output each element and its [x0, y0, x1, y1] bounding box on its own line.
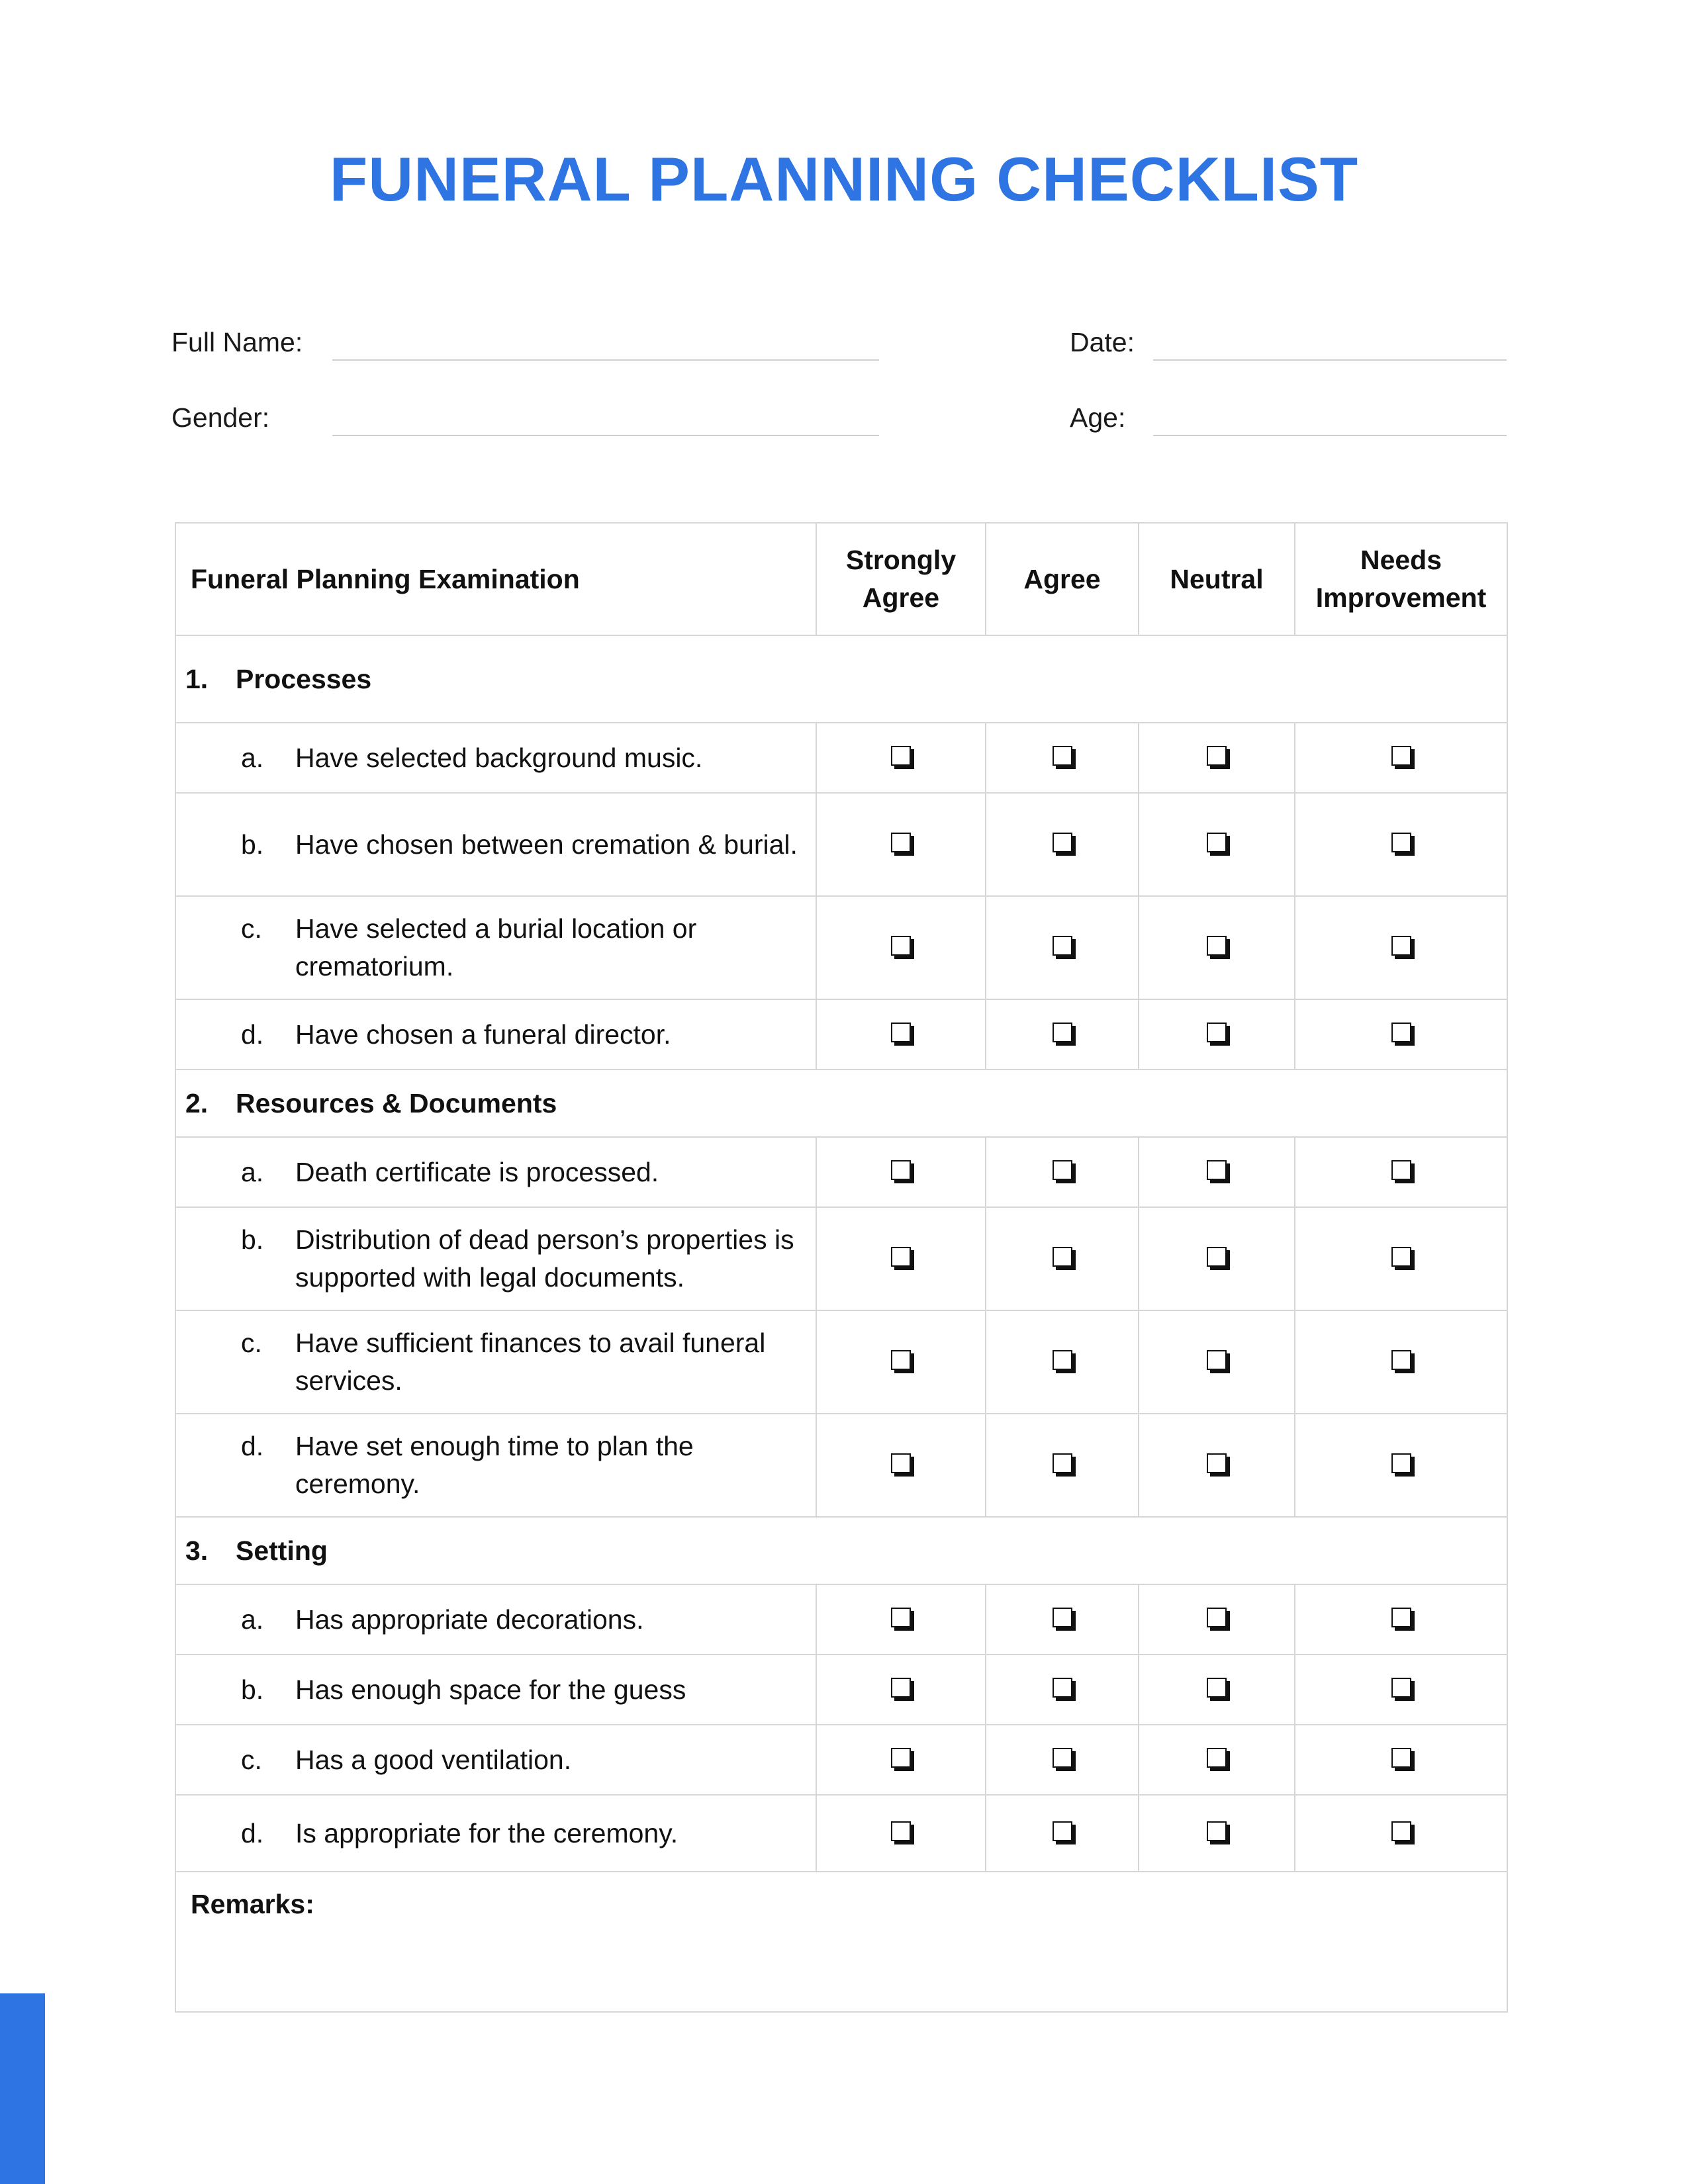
item-cell: [175, 793, 816, 896]
gender-field[interactable]: [332, 435, 879, 436]
agree-checkbox[interactable]: [1053, 1821, 1072, 1841]
agree-checkbox[interactable]: [1053, 746, 1072, 766]
header-needs-improvement: Needs Improvement: [1295, 523, 1507, 635]
agree-checkbox[interactable]: [1053, 1160, 1072, 1180]
item-cell: [175, 999, 816, 1069]
agree-checkbox[interactable]: [1053, 833, 1072, 852]
section-number: 1.: [185, 663, 209, 694]
neutral-cell: [1139, 723, 1295, 793]
agree-cell: [986, 1795, 1139, 1872]
item-text: Have selected a burial location or crematorium.: [295, 913, 697, 981]
needs-improvement-cell: [1295, 1137, 1507, 1207]
needs-improvement-cell: [1295, 1795, 1507, 1872]
item-cell: [175, 896, 816, 999]
neutral-checkbox[interactable]: [1207, 1821, 1227, 1841]
table-row: [175, 1414, 1507, 1517]
table-row: [175, 1725, 1507, 1795]
agree-cell: [986, 723, 1139, 793]
item-letter: c.: [241, 1744, 262, 1775]
neutral-checkbox[interactable]: [1207, 1350, 1227, 1370]
header-neutral: Neutral: [1139, 523, 1295, 635]
full-name-label: Full Name:: [171, 327, 303, 357]
strongly-agree-checkbox[interactable]: [891, 1678, 911, 1698]
section-number: 2.: [185, 1087, 209, 1118]
section-heading: [175, 635, 1507, 723]
item-cell: [175, 1414, 816, 1517]
agree-checkbox[interactable]: [1053, 1023, 1072, 1042]
item-letter: a.: [241, 742, 264, 773]
table-row: [175, 1795, 1507, 1872]
needs-improvement-checkbox[interactable]: [1391, 1821, 1411, 1841]
needs-improvement-checkbox[interactable]: [1391, 1453, 1411, 1473]
needs-improvement-checkbox[interactable]: [1391, 1160, 1411, 1180]
table-row: [175, 1207, 1507, 1310]
item-cell: [175, 1137, 816, 1207]
item-text: Death certificate is processed.: [295, 1156, 659, 1187]
item-text: Have sufficient finances to avail funeral services.: [295, 1328, 766, 1396]
item-letter: b.: [241, 829, 264, 860]
age-label: Age:: [1070, 402, 1126, 433]
age-field[interactable]: [1153, 435, 1507, 436]
accent-bar: [0, 1993, 45, 2184]
strongly-agree-cell: [816, 1137, 986, 1207]
neutral-checkbox[interactable]: [1207, 1247, 1227, 1267]
table-row: [175, 793, 1507, 896]
neutral-cell: [1139, 1725, 1295, 1795]
neutral-cell: [1139, 1414, 1295, 1517]
needs-improvement-cell: [1295, 896, 1507, 999]
item-text: Is appropriate for the ceremony.: [295, 1817, 679, 1848]
section-row: [175, 1517, 1507, 1584]
item-letter: b.: [241, 1674, 264, 1705]
neutral-checkbox[interactable]: [1207, 1748, 1227, 1768]
strongly-agree-cell: [816, 723, 986, 793]
section-title: Setting: [236, 1535, 328, 1566]
strongly-agree-cell: [816, 1414, 986, 1517]
gender-label: Gender:: [171, 402, 270, 433]
item-letter: d.: [241, 1431, 264, 1461]
section-title: Processes: [236, 663, 372, 694]
strongly-agree-cell: [816, 1584, 986, 1655]
strongly-agree-cell: [816, 1795, 986, 1872]
item-text: Has appropriate decorations.: [295, 1604, 644, 1635]
needs-improvement-checkbox[interactable]: [1391, 1247, 1411, 1267]
strongly-agree-checkbox[interactable]: [891, 1247, 911, 1267]
agree-checkbox[interactable]: [1053, 1453, 1072, 1473]
needs-improvement-cell: [1295, 723, 1507, 793]
section-title: Resources & Documents: [236, 1087, 557, 1118]
strongly-agree-checkbox[interactable]: [891, 1023, 911, 1042]
agree-cell: [986, 896, 1139, 999]
agree-cell: [986, 1584, 1139, 1655]
section-number: 3.: [185, 1535, 209, 1566]
item-text: Have chosen between cremation & burial.: [295, 829, 798, 860]
agree-cell: [986, 1310, 1139, 1414]
date-field[interactable]: [1153, 359, 1507, 361]
remarks-row: [175, 1872, 1507, 2012]
strongly-agree-cell: [816, 1655, 986, 1725]
needs-improvement-checkbox[interactable]: [1391, 1608, 1411, 1627]
date-label: Date:: [1070, 327, 1135, 357]
header-examination: Funeral Planning Examination: [175, 523, 816, 635]
strongly-agree-checkbox[interactable]: [891, 1748, 911, 1768]
table-row: [175, 896, 1507, 999]
table-row: [175, 723, 1507, 793]
needs-improvement-cell: [1295, 1310, 1507, 1414]
table-row: [175, 999, 1507, 1069]
strongly-agree-checkbox[interactable]: [891, 1453, 911, 1473]
table-row: [175, 1584, 1507, 1655]
needs-improvement-cell: [1295, 793, 1507, 896]
neutral-cell: [1139, 1655, 1295, 1725]
checklist-table: [175, 522, 1508, 2013]
item-text: Have selected background music.: [295, 742, 703, 773]
strongly-agree-checkbox[interactable]: [891, 833, 911, 852]
needs-improvement-checkbox[interactable]: [1391, 1748, 1411, 1768]
neutral-checkbox[interactable]: [1207, 1608, 1227, 1627]
neutral-checkbox[interactable]: [1207, 746, 1227, 766]
table-row: [175, 1655, 1507, 1725]
strongly-agree-cell: [816, 999, 986, 1069]
neutral-cell: [1139, 1795, 1295, 1872]
strongly-agree-checkbox[interactable]: [891, 1160, 911, 1180]
needs-improvement-cell: [1295, 1655, 1507, 1725]
remarks-label: Remarks:: [191, 1889, 314, 1919]
neutral-checkbox[interactable]: [1207, 1023, 1227, 1042]
page-title: FUNERAL PLANNING CHECKLIST: [329, 144, 1359, 214]
section-row: [175, 635, 1507, 723]
strongly-agree-cell: [816, 1310, 986, 1414]
needs-improvement-checkbox[interactable]: [1391, 1678, 1411, 1698]
strongly-agree-cell: [816, 793, 986, 896]
item-text: Have chosen a funeral director.: [295, 1019, 671, 1050]
needs-improvement-cell: [1295, 1584, 1507, 1655]
agree-checkbox[interactable]: [1053, 1247, 1072, 1267]
agree-checkbox[interactable]: [1053, 1748, 1072, 1768]
item-letter: d.: [241, 1817, 264, 1848]
needs-improvement-checkbox[interactable]: [1391, 936, 1411, 956]
agree-checkbox[interactable]: [1053, 1350, 1072, 1370]
item-letter: c.: [241, 1328, 262, 1358]
strongly-agree-checkbox[interactable]: [891, 1821, 911, 1841]
strongly-agree-checkbox[interactable]: [891, 746, 911, 766]
neutral-cell: [1139, 999, 1295, 1069]
needs-improvement-checkbox[interactable]: [1391, 1350, 1411, 1370]
strongly-agree-checkbox[interactable]: [891, 1350, 911, 1370]
section-row: [175, 1069, 1507, 1137]
neutral-cell: [1139, 793, 1295, 896]
item-letter: d.: [241, 1019, 264, 1050]
remarks-area[interactable]: [175, 1872, 1507, 2012]
item-cell: [175, 1725, 816, 1795]
item-cell: [175, 1207, 816, 1310]
item-cell: [175, 1584, 816, 1655]
needs-improvement-cell: [1295, 1207, 1507, 1310]
strongly-agree-checkbox[interactable]: [891, 936, 911, 956]
item-cell: [175, 1655, 816, 1725]
table-row: [175, 1137, 1507, 1207]
neutral-cell: [1139, 1310, 1295, 1414]
item-letter: a.: [241, 1156, 264, 1187]
neutral-cell: [1139, 896, 1295, 999]
neutral-checkbox[interactable]: [1207, 936, 1227, 956]
neutral-cell: [1139, 1137, 1295, 1207]
agree-cell: [986, 1137, 1139, 1207]
needs-improvement-checkbox[interactable]: [1391, 1023, 1411, 1042]
item-letter: b.: [241, 1224, 264, 1255]
agree-cell: [986, 1414, 1139, 1517]
neutral-checkbox[interactable]: [1207, 1678, 1227, 1698]
neutral-checkbox[interactable]: [1207, 1453, 1227, 1473]
strongly-agree-cell: [816, 896, 986, 999]
agree-cell: [986, 1207, 1139, 1310]
agree-checkbox[interactable]: [1053, 1608, 1072, 1627]
item-cell: [175, 1310, 816, 1414]
neutral-cell: [1139, 1207, 1295, 1310]
neutral-cell: [1139, 1584, 1295, 1655]
strongly-agree-cell: [816, 1725, 986, 1795]
neutral-checkbox[interactable]: [1207, 1160, 1227, 1180]
table-row: [175, 1310, 1507, 1414]
agree-checkbox[interactable]: [1053, 936, 1072, 956]
item-text: Have set enough time to plan the ceremony.: [295, 1431, 694, 1499]
agree-cell: [986, 1725, 1139, 1795]
needs-improvement-cell: [1295, 1725, 1507, 1795]
neutral-checkbox[interactable]: [1207, 833, 1227, 852]
needs-improvement-checkbox[interactable]: [1391, 746, 1411, 766]
agree-cell: [986, 1655, 1139, 1725]
item-letter: a.: [241, 1604, 264, 1635]
item-cell: [175, 1795, 816, 1872]
item-text: Has a good ventilation.: [295, 1744, 572, 1775]
full-name-field[interactable]: [332, 359, 879, 361]
needs-improvement-cell: [1295, 1414, 1507, 1517]
agree-cell: [986, 793, 1139, 896]
header-strongly-agree: Strongly Agree: [816, 523, 986, 635]
strongly-agree-cell: [816, 1207, 986, 1310]
agree-checkbox[interactable]: [1053, 1678, 1072, 1698]
needs-improvement-cell: [1295, 999, 1507, 1069]
section-heading: [175, 1069, 1507, 1137]
table-header-row: [175, 523, 1507, 635]
needs-improvement-checkbox[interactable]: [1391, 833, 1411, 852]
header-agree: Agree: [986, 523, 1139, 635]
item-letter: c.: [241, 913, 262, 944]
item-text: Has enough space for the guess: [295, 1674, 686, 1705]
item-cell: [175, 723, 816, 793]
strongly-agree-checkbox[interactable]: [891, 1608, 911, 1627]
checklist-body: [175, 635, 1507, 1872]
item-text: Distribution of dead person’s properties is supported with legal documents.: [295, 1224, 794, 1293]
section-heading: [175, 1517, 1507, 1584]
agree-cell: [986, 999, 1139, 1069]
